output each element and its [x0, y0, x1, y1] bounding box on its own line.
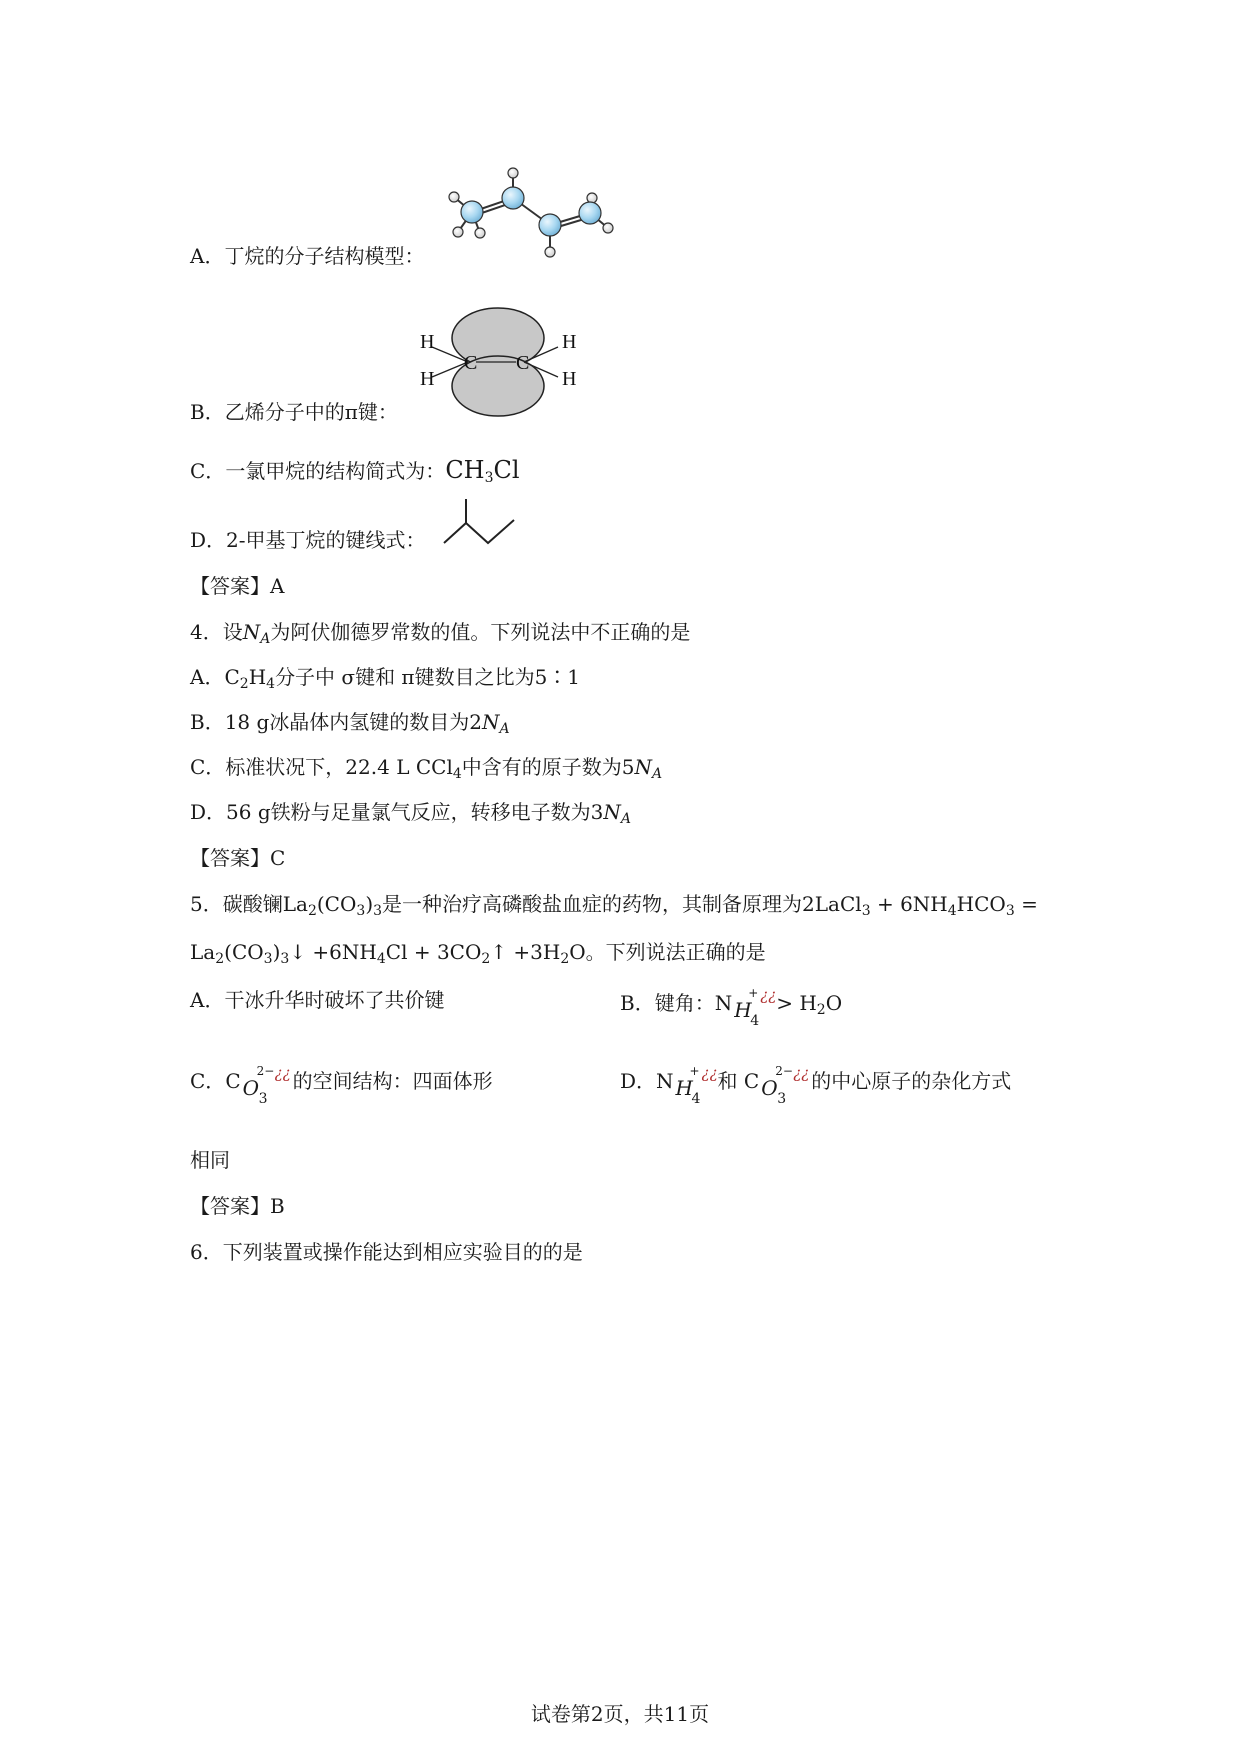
- butane-ball-stick-model: [440, 160, 620, 260]
- q4-option-d: D．56 g铁粉与足量氯气反应，转移电子数为$3N_A$: [190, 800, 632, 827]
- q3-option-c: [190, 458, 520, 485]
- q5-answer: 【答案】B: [190, 1194, 285, 1218]
- carbonate-ion-formula: O 3 2− ¿¿: [242, 1064, 291, 1107]
- option-text: 丁烷的分子结构模型：: [224, 244, 425, 268]
- h-label-top-right: H: [562, 331, 577, 353]
- option-text: 一氯甲烷的结构简式为：: [225, 459, 446, 483]
- option-letter: D．: [190, 528, 227, 552]
- chloromethane-formula: $CH_3Cl$: [445, 456, 520, 486]
- q6-stem: 6．下列装置或操作能达到相应实验目的的是: [190, 1240, 583, 1264]
- q5-option-c: C．C O 3 2− ¿¿ 的空间结构：四面体形: [190, 1064, 493, 1107]
- option-letter: B．: [190, 400, 225, 424]
- q3-option-b: [190, 402, 398, 422]
- q5-option-a: A．干冰升华时破坏了共价键: [190, 988, 445, 1012]
- ethylene-pi-bond-diagram: [410, 305, 590, 420]
- q3-option-a: [190, 246, 424, 266]
- q5-stem-line2: $La_2(CO_3)_3↓ +6NH_4Cl$ + $3CO_2↑ +3H_2O$。下列说法正确的是: [190, 940, 766, 967]
- q5-option-d: D．N H 4 + ¿¿ 和 C O 3 2− ¿¿ 的中心原子的杂化方式: [620, 1064, 1012, 1107]
- page-footer: 试卷第2页，共11页: [530, 1702, 710, 1726]
- ammonium-ion-formula: H 4 + ¿¿: [734, 986, 777, 1029]
- h-label-top-left: H: [420, 331, 435, 353]
- option-letter: C．: [190, 459, 226, 483]
- q4-option-b: B．18 g冰晶体内氢键的数目为$2N_A$: [190, 710, 510, 737]
- option-text: 2-甲基丁烷的键线式：: [226, 528, 426, 552]
- q4-answer: 【答案】C: [190, 846, 286, 870]
- q3-answer: 【答案】A: [190, 574, 285, 598]
- q3-option-d: [190, 530, 426, 550]
- ammonium-ion-formula: H 4 + ¿¿: [675, 1064, 718, 1107]
- q4-stem: 4．设$N_A$为阿伏伽德罗常数的值。下列说法中不正确的是: [190, 620, 691, 647]
- option-text: 乙烯分子中的π键：: [224, 400, 398, 424]
- 2-methylbutane-skeletal-formula: [442, 495, 522, 547]
- q5-option-d-continued: 相同: [190, 1148, 230, 1172]
- q5-option-b: B．键角：N H 4 + ¿¿ > $H_2O$: [620, 986, 843, 1029]
- h-label-bottom-left: H: [420, 368, 435, 390]
- c-label-right: C: [516, 352, 530, 374]
- h-label-bottom-right: H: [562, 368, 577, 390]
- c-label-left: C: [464, 352, 478, 374]
- q4-option-a: A．$C_2H_4$分子中 σ键和 π键数目之比为5∶1: [190, 665, 581, 692]
- q5-stem-line1: 5．碳酸镧$La_2(CO_3)_3$是一种治疗高磷酸盐血症的药物，其制备原理为2LaCl$_3$ + $6NH_4HCO_3$ =: [190, 892, 1038, 919]
- option-letter: A．: [190, 244, 225, 268]
- carbonate-ion-formula: O 3 2− ¿¿: [761, 1064, 810, 1107]
- q4-option-c: C．标准状况下，22.4 L CCl$_4$中含有的原子数为$5N_A$: [190, 755, 663, 782]
